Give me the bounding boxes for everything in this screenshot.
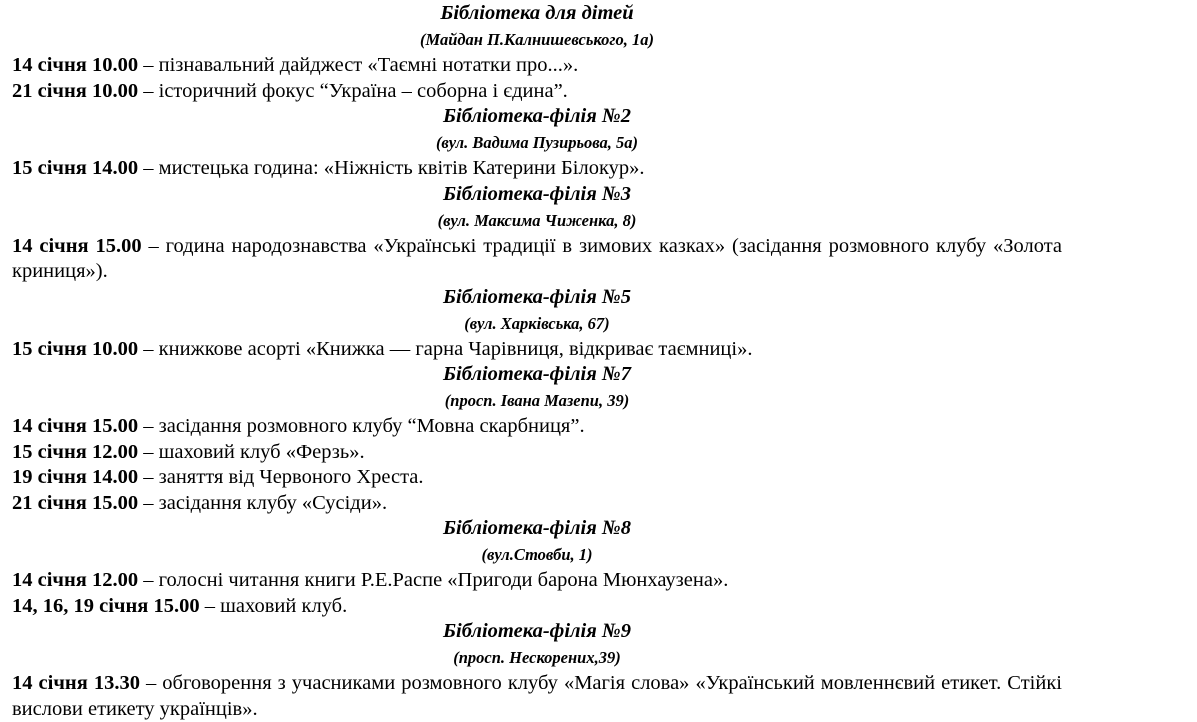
library-title: Бібліотека-філія №9 (443, 620, 631, 642)
event-datetime: 21 січня 15.00 (12, 491, 139, 514)
event-line (12, 440, 1062, 466)
library-title: Бібліотека-філія №7 (443, 363, 631, 385)
library-address: (вул.Стовби, 1) (481, 545, 593, 564)
event-description: – книжкове асорті «Книжка — гарна Чарівниця, відкриває таємниці». (138, 337, 753, 360)
event-datetime: 15 січня 12.00 (12, 440, 139, 463)
library-address: (вул. Максима Чиженка, 8) (437, 210, 637, 230)
library-events-document (12, 1, 1062, 722)
event-description: – шаховий клуб «Ферзь». (138, 440, 365, 463)
event-datetime: 15 січня 14.00 (12, 157, 139, 179)
library-section (12, 104, 1062, 182)
event-line (12, 234, 1062, 285)
event-datetime: 14 січня 10.00 (12, 54, 139, 76)
library-section (12, 516, 1062, 619)
event-line (12, 568, 1062, 594)
event-datetime: 19 січня 14.00 (12, 466, 139, 488)
event-description: – пізнавальний дайджест «Таємні нотатки про...». (138, 54, 579, 76)
event-datetime: 14 січня 13.30 (12, 672, 140, 694)
event-datetime: 14, 16, 19 січня 15.00 (12, 594, 200, 617)
library-address: (вул. Харківська, 67) (464, 313, 610, 333)
event-description: – історичний фокус “Україна – соборна і єдина”. (138, 79, 568, 102)
event-description: – засідання розмовного клубу “Мовна скарбниця”. (138, 415, 585, 437)
event-line (12, 156, 1062, 182)
library-title: Бібліотека-філія №5 (443, 285, 631, 308)
event-datetime: 14 січня 15.00 (12, 415, 139, 437)
event-datetime: 14 січня 15.00 (12, 234, 142, 257)
event-description: – голосні читання книги Р.Е.Распе «Пригоди барона Мюнхаузена». (138, 569, 729, 591)
event-datetime: 14 січня 12.00 (12, 569, 139, 591)
event-line (12, 491, 1062, 517)
library-address: (просп. Івана Мазепи, 39) (444, 391, 630, 410)
event-description: – засідання клубу «Сусіди». (138, 491, 388, 514)
event-line (12, 671, 1062, 722)
library-title: Бібліотека-філія №8 (443, 517, 631, 539)
event-line (12, 465, 1062, 491)
library-address: (просп. Нескорених,39) (453, 648, 621, 667)
event-line (12, 594, 1062, 620)
library-title: Бібліотека для дітей (440, 2, 634, 24)
library-address: (вул. Вадима Пузирьова, 5а) (435, 133, 639, 152)
event-line (12, 79, 1062, 105)
event-description: – заняття від Червоного Хреста. (138, 466, 424, 488)
event-description: – обговорення з учасниками розмовного клубу «Магія слова» «Український мовленнєвий етикет. Стійкі вислови етикету українців». (12, 672, 1062, 720)
library-section (12, 182, 1062, 285)
library-section (12, 1, 1062, 104)
event-line (12, 53, 1062, 79)
library-title: Бібліотека-філія №2 (443, 105, 631, 127)
event-line (12, 337, 1062, 363)
event-description: – година народознавства «Українські традиції в зимових казках» (засідання розмовного клубу «Золота криниця»). (12, 234, 1062, 282)
event-datetime: 15 січня 10.00 (12, 337, 139, 360)
library-address: (Майдан П.Калнишевського, 1а) (420, 30, 654, 49)
event-description: – шаховий клуб. (199, 594, 348, 617)
event-line (12, 414, 1062, 440)
event-description: – мистецька година: «Ніжність квітів Катерини Білокур». (138, 157, 645, 179)
library-section (12, 619, 1062, 722)
library-section (12, 362, 1062, 516)
library-title: Бібліотека-філія №3 (443, 182, 631, 205)
library-section (12, 285, 1062, 363)
event-datetime: 21 січня 10.00 (12, 79, 139, 102)
